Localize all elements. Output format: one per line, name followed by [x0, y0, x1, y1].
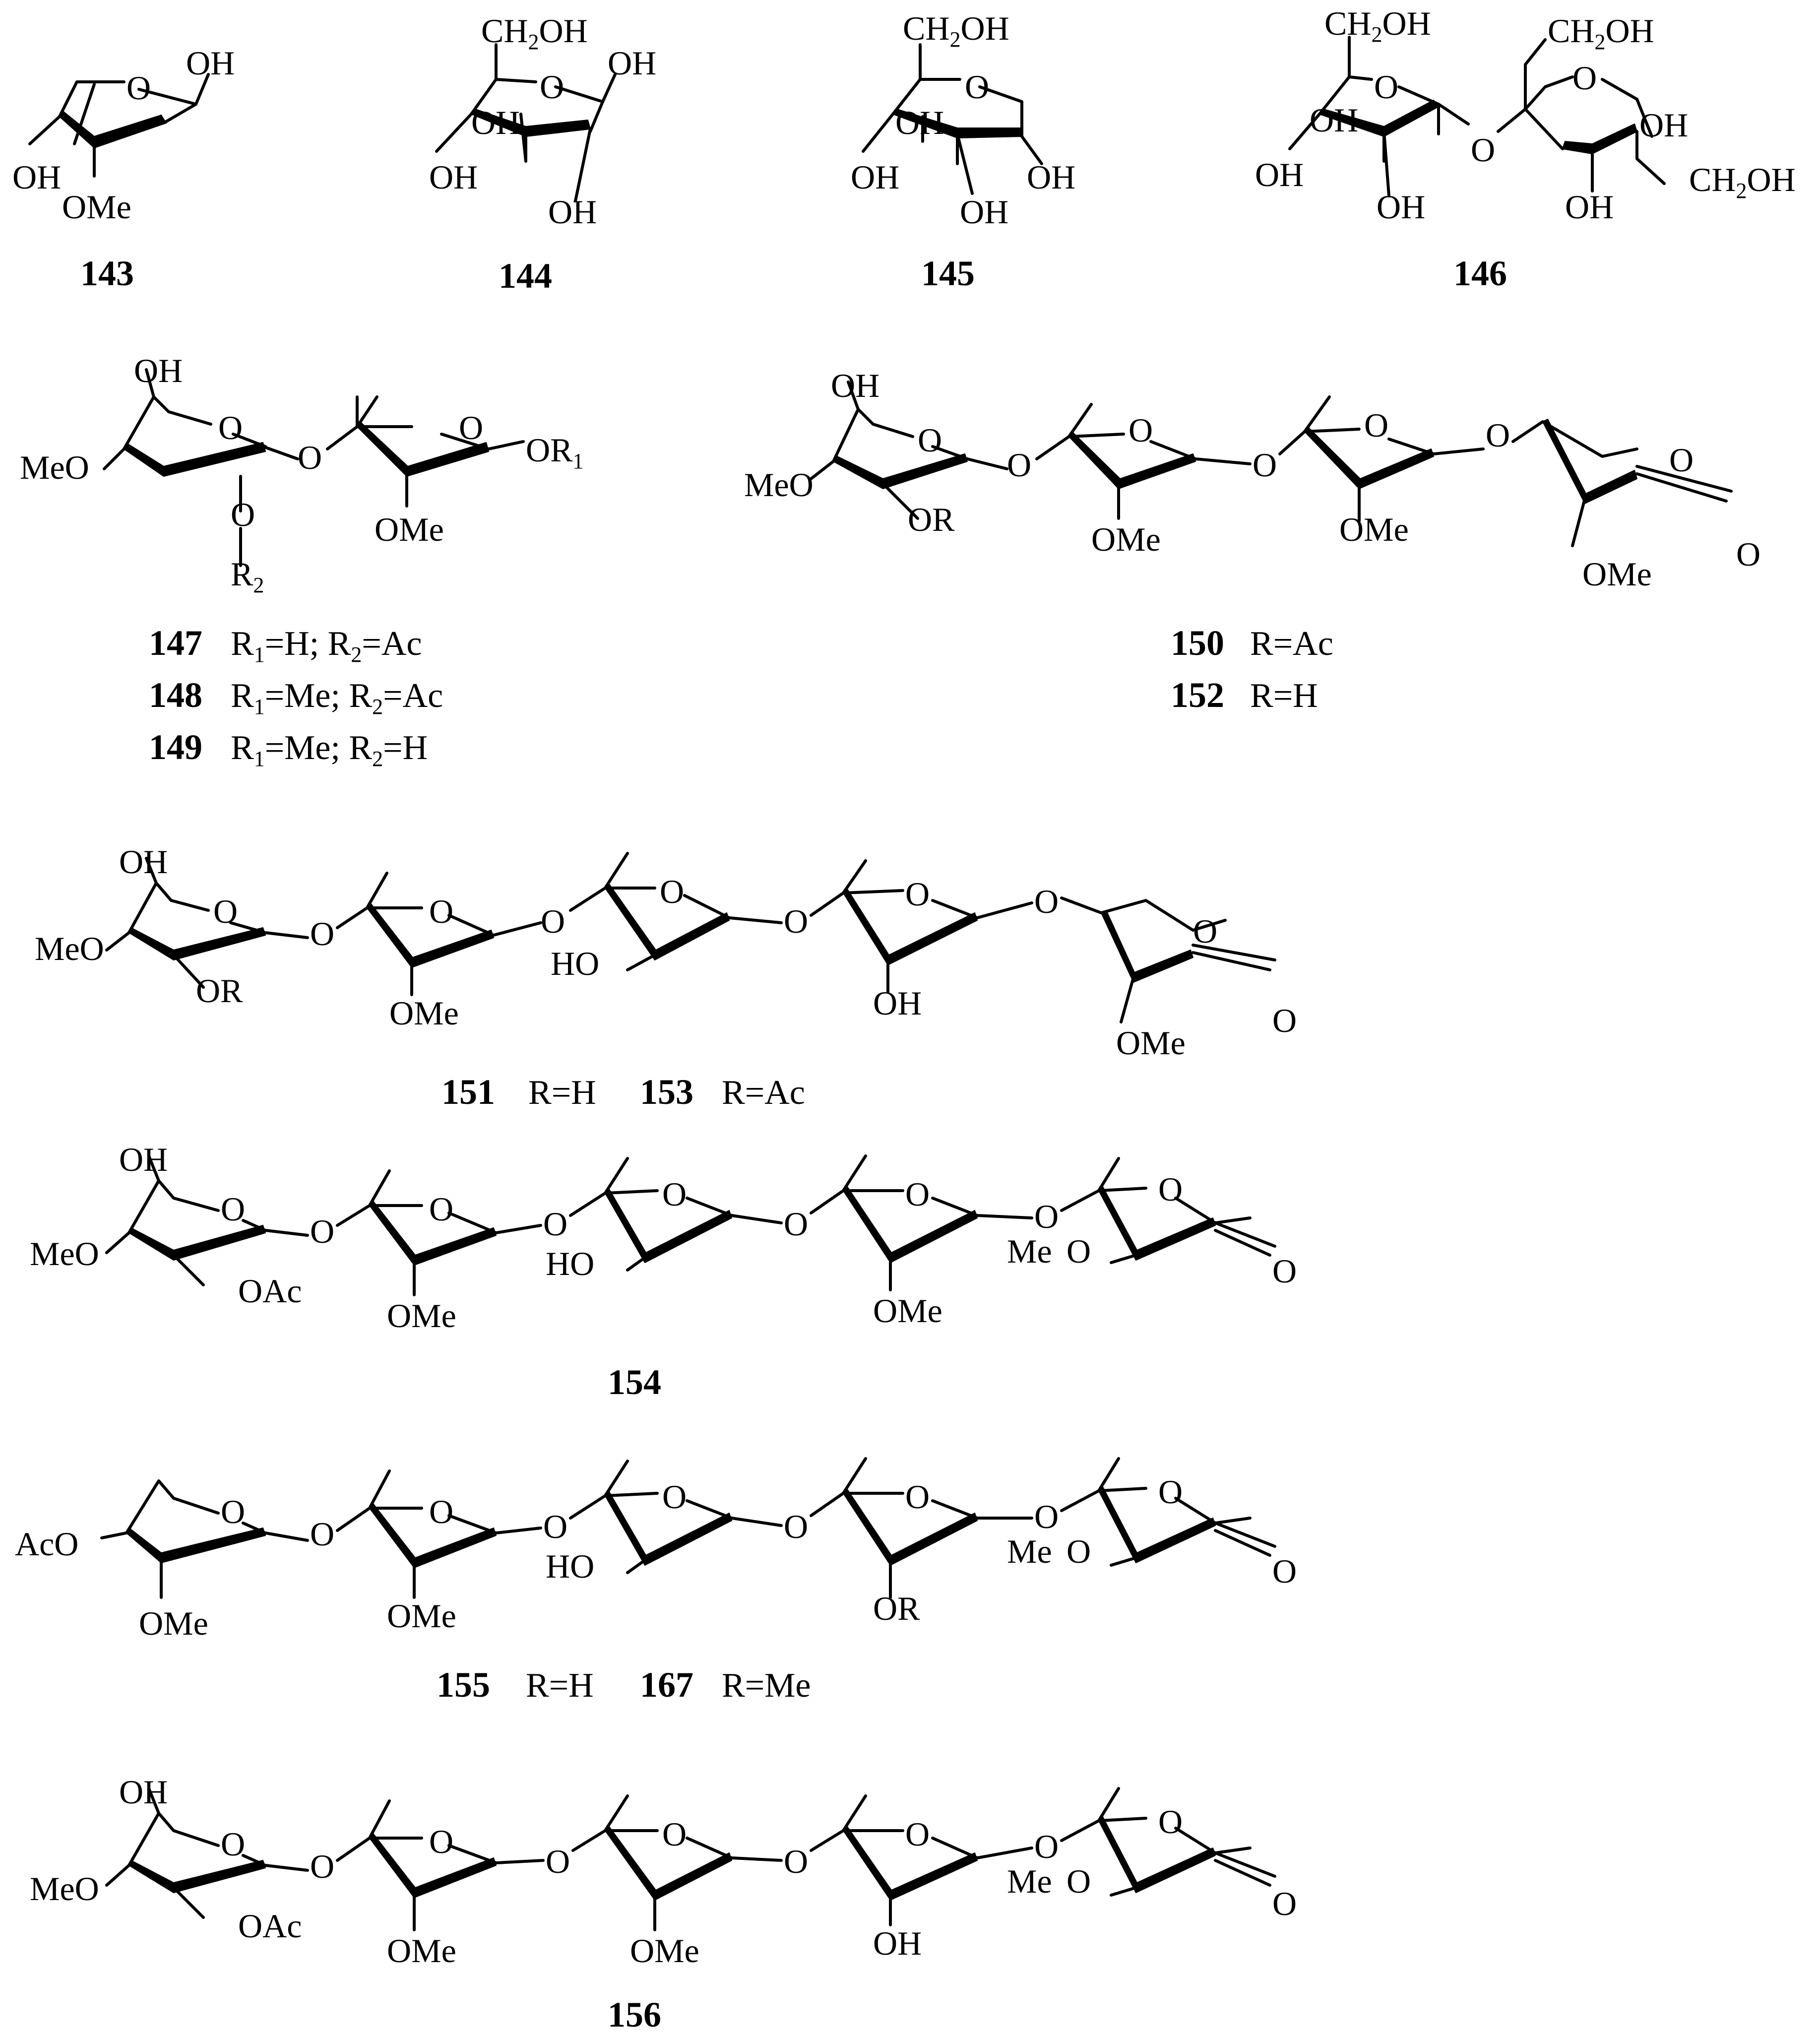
ether-oxygen: O [231, 496, 255, 533]
carbonyl-oxygen: O [1736, 535, 1761, 573]
ring-oxygen: O [218, 409, 243, 446]
acetoxy-label: OAc [238, 1272, 302, 1310]
hydroxyl-label: OH [471, 104, 520, 141]
hydroxyl-label: HO [551, 945, 600, 982]
hydroxyl-label: OH [831, 367, 880, 404]
methoxy-label: Me [1007, 1532, 1052, 1570]
hydroxyl-label: OH [119, 1773, 168, 1811]
hydroxymethyl-label: $CH_2OH$ [903, 9, 1009, 52]
hydroxyl-label: HO [546, 1245, 595, 1282]
ring-oxygen: O [905, 875, 930, 913]
glycosidic-oxygen: O [310, 1212, 335, 1250]
methoxy-label: OMe [139, 1604, 208, 1642]
glycosidic-oxygen: O [1034, 1198, 1059, 1235]
ring-oxygen: O [905, 1478, 930, 1516]
carbonyl-oxygen: O [1272, 1002, 1297, 1039]
compound-150-152 [744, 367, 1760, 715]
ring-oxygen: O [1364, 406, 1389, 444]
methoxy-label: OMe [389, 994, 459, 1032]
ring-oxygen: O [126, 69, 151, 107]
glycosidic-oxygen: O [1471, 131, 1496, 169]
compound-144 [429, 12, 656, 296]
compound-number: 145 [921, 254, 975, 293]
compound-147-149 [20, 352, 583, 771]
methoxy-label: Me [1007, 1862, 1052, 1900]
substituent-note: R=H [528, 1074, 596, 1112]
compound-number: 149 [149, 727, 202, 767]
substituent-note: R=Ac [1250, 625, 1333, 663]
ring-oxygen: O [662, 1478, 687, 1516]
ring-oxygen: O [662, 1815, 687, 1853]
methoxy-label: OMe [62, 188, 131, 226]
ring-oxygen: O [429, 892, 454, 930]
glycosidic-oxygen: O [1253, 446, 1277, 484]
ring-oxygen: O [1374, 68, 1399, 106]
compound-number: 147 [149, 623, 202, 663]
glycosidic-oxygen: O [546, 1843, 570, 1880]
methoxy-label: OMe [387, 1297, 456, 1335]
glycosidic-oxygen: O [784, 1508, 809, 1545]
compound-156 [30, 1773, 1297, 2035]
glycosidic-oxygen: O [1034, 883, 1059, 920]
hydroxyl-label: OH [134, 352, 183, 389]
ring-oxygen: O [905, 1175, 930, 1213]
hydroxyl-label: OH [1639, 106, 1689, 144]
hydroxyl-label: OH [1377, 188, 1426, 226]
ring-oxygen: O [660, 873, 685, 910]
glycosidic-oxygen: O [298, 439, 322, 476]
carbonyl-oxygen: O [1272, 1552, 1297, 1590]
ring-oxygen: O [429, 1493, 454, 1530]
ring-oxygen: O [1158, 1473, 1183, 1511]
ring-oxygen: O [429, 1190, 454, 1228]
hydroxyl-label: OH [119, 843, 168, 881]
ring-oxygen: O [459, 409, 484, 446]
ring-oxygen: O [429, 1823, 454, 1860]
compound-155-167 [15, 1459, 1297, 1705]
hydroxyl-label: OH [119, 1141, 168, 1178]
hydroxyl-label: OH [1310, 101, 1359, 139]
compound-number: 151 [441, 1072, 495, 1112]
compound-number: 156 [608, 1995, 661, 2035]
ring-oxygen: O [918, 421, 942, 459]
compound-number: 155 [437, 1665, 490, 1705]
methoxy-label: Me [1007, 1232, 1052, 1270]
methoxy-label: O [1067, 1232, 1091, 1270]
methoxy-label: OMe [375, 510, 444, 548]
carbonyl-oxygen: O [1272, 1885, 1297, 1922]
hydroxyl-label: OH [429, 158, 478, 196]
r2-label: $R_2$ [231, 555, 264, 597]
carbonyl-oxygen: O [1272, 1252, 1297, 1290]
substituent-note: $R_1=Me$; $R_2=H$ [231, 729, 428, 771]
ring-oxygen: O [1129, 411, 1153, 449]
methoxy-label: OMe [1091, 520, 1161, 558]
or-label: OR [873, 1590, 920, 1627]
glycosidic-oxygen: O [784, 1205, 809, 1243]
compound-number: 150 [1171, 623, 1224, 663]
methoxy-label: MeO [20, 448, 89, 486]
glycosidic-oxygen: O [1034, 1498, 1059, 1535]
methoxy-label: OMe [387, 1597, 456, 1635]
acetoxy-label: OAc [238, 1907, 302, 1945]
hydroxymethyl-label: $CH_2OH$ [1689, 161, 1796, 203]
methoxy-label: O [1067, 1862, 1091, 1900]
methoxy-label: MeO [30, 1235, 99, 1273]
compound-number: 154 [608, 1362, 661, 1402]
hydroxyl-label: OH [1255, 156, 1304, 193]
glycosidic-oxygen: O [1486, 416, 1510, 454]
glycosidic-oxygen: O [784, 902, 809, 940]
hydroxymethyl-label: $CH_2OH$ [1548, 12, 1654, 54]
glycosidic-oxygen: O [310, 1515, 335, 1553]
compound-143 [12, 44, 235, 293]
anomeric-substituent: $OR_1$ [526, 431, 584, 473]
methoxy-label: MeO [35, 930, 104, 967]
methoxy-label: O [1067, 1532, 1091, 1570]
ring-oxygen: O [905, 1815, 930, 1853]
substituent-note: $R_1=H$; $R_2=Ac$ [231, 625, 422, 667]
methoxy-label: OMe [1116, 1024, 1186, 1062]
glycosidic-oxygen: O [1007, 446, 1032, 484]
methoxy-label: OMe [1582, 555, 1652, 593]
hydroxyl-label: OH [548, 193, 597, 231]
ring-oxygen: O [221, 1493, 246, 1530]
compound-145 [851, 9, 1075, 293]
compound-number: 146 [1453, 254, 1507, 293]
methoxy-label: MeO [30, 1870, 99, 1908]
hydroxyl-label: OH [1565, 188, 1614, 226]
hydroxyl-label: OH [873, 1924, 922, 1962]
ring-oxygen: O [221, 1825, 246, 1863]
compound-154 [30, 1141, 1297, 1402]
compound-number: 143 [80, 254, 134, 293]
methoxy-label: MeO [744, 466, 814, 504]
ring-oxygen: O [540, 68, 565, 106]
acetoxy-label: AcO [15, 1525, 79, 1563]
substituent-note: R=H [1250, 677, 1318, 715]
ring-oxygen: O [662, 1175, 687, 1213]
methoxy-label: OMe [387, 1932, 456, 1970]
hydroxyl-label: HO [546, 1547, 595, 1585]
substituent-note: R=H [526, 1666, 594, 1705]
hydroxymethyl-label: $CH_2OH$ [481, 12, 588, 54]
compound-146 [1255, 4, 1796, 293]
glycosidic-oxygen: O [1034, 1828, 1059, 1865]
hydroxyl-label: OH [1027, 158, 1076, 196]
hydroxyl-label: OH [186, 44, 235, 82]
compound-number: 148 [149, 675, 202, 715]
glycosidic-oxygen: O [310, 915, 335, 953]
or-label: OR [908, 501, 955, 538]
ring-oxygen: O [221, 1190, 246, 1228]
glycosidic-oxygen: O [784, 1843, 809, 1880]
methoxy-label: OMe [630, 1932, 699, 1970]
hydroxyl-label: OH [873, 984, 922, 1022]
ring-oxygen: O [1158, 1803, 1183, 1841]
glycosidic-oxygen: O [310, 1847, 335, 1885]
glycosidic-oxygen: O [543, 1508, 568, 1545]
substituent-note: $R_1=Me$; $R_2=Ac$ [231, 677, 443, 719]
hydroxymethyl-label: $CH_2OH$ [1324, 4, 1431, 47]
ring-oxygen: O [1572, 59, 1597, 97]
ring-oxygen: O [1193, 912, 1218, 950]
compound-number: 144 [499, 256, 552, 296]
ring-oxygen: O [1669, 441, 1694, 479]
compound-number: 167 [640, 1665, 693, 1705]
methoxy-label: OMe [873, 1292, 942, 1330]
hydroxyl-label: OH [12, 158, 62, 196]
hydroxyl-label: OH [608, 44, 657, 82]
compound-number: 153 [640, 1072, 693, 1112]
glycosidic-oxygen: O [541, 902, 565, 940]
glycosidic-oxygen: O [543, 1205, 568, 1243]
hydroxyl-label: OH [960, 193, 1009, 231]
compound-151-153 [35, 843, 1297, 1112]
compound-number: 152 [1171, 675, 1224, 715]
substituent-note: R=Ac [722, 1074, 805, 1112]
ring-oxygen: O [213, 892, 238, 930]
hydroxyl-label: OH [851, 158, 900, 196]
methoxy-label: OMe [1339, 510, 1409, 548]
ring-oxygen: O [1158, 1170, 1183, 1208]
or-label: OR [196, 972, 243, 1010]
ring-oxygen: O [965, 68, 990, 106]
hydroxyl-label: OH [895, 104, 944, 141]
substituent-note: R=Me [722, 1666, 811, 1705]
